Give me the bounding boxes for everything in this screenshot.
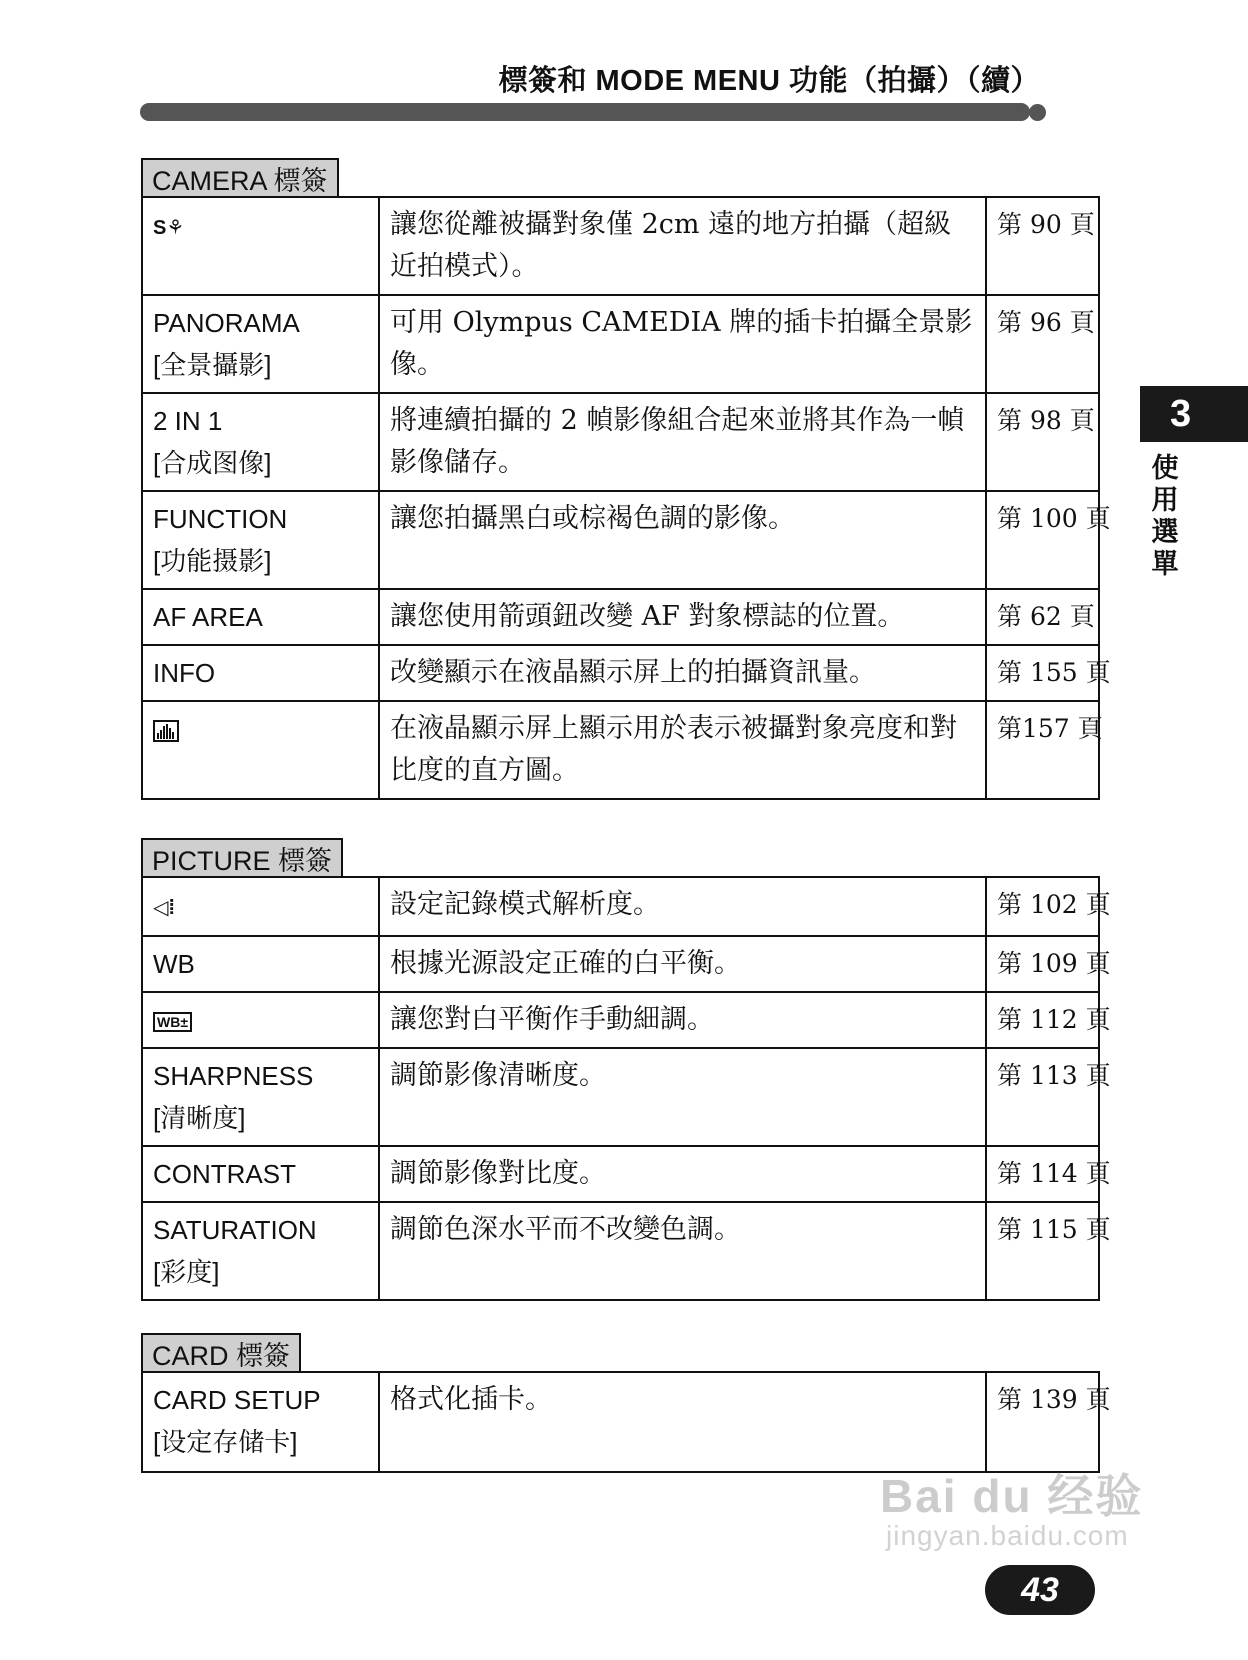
row-label: INFO [142,645,379,701]
table-row [142,1048,1099,1146]
header-dot-3 [1029,104,1046,121]
row-page-ref: 第 96 頁 [986,295,1099,393]
wb-adjust-icon: WB± [153,1012,192,1032]
camera-table [141,196,1111,800]
row-sublabel: [彩度] [153,1257,220,1287]
chapter-tab: 3 [1140,386,1248,442]
table-row [142,491,1099,589]
row-description: 將連續拍攝的 2 幀影像組合起來並將其作為一幀影像儲存。 [379,393,986,491]
row-description: 可用 Olympus CAMEDIA 牌的插卡拍攝全景影像。 [379,295,986,393]
row-sublabel: [全景攝影] [153,350,272,380]
super-macro-icon: S⚘ [153,217,185,239]
row-label: FUNCTION [153,504,288,534]
row-description: 根據光源設定正確的白平衡。 [379,936,986,992]
camera-tab-label: CAMERA 標簽 [141,158,339,196]
table-row [142,1372,1099,1472]
row-page-ref: 第 98 頁 [986,393,1099,491]
row-label: 2 IN 1 [153,406,223,436]
page-header-title: 標簽和 MODE MENU 功能（拍攝）（續） [498,65,1040,97]
camera-section [141,158,1111,800]
header-dot-1 [985,104,1002,121]
row-label: CARD SETUP [153,1385,321,1415]
row-page-ref: 第 115 頁 [986,1202,1099,1300]
row-page-ref: 第 102 頁 [986,877,1099,936]
row-label: CONTRAST [142,1146,379,1202]
table-row [142,1202,1099,1300]
row-description: 改變顯示在液晶顯示屏上的拍攝資訊量。 [379,645,986,701]
row-description: 讓您拍攝黑白或棕褐色調的影像。 [379,491,986,589]
row-label: SATURATION [153,1215,317,1245]
row-page-ref: 第 155 頁 [986,645,1099,701]
baidu-watermark [880,1460,1180,1570]
row-page-ref: 第 109 頁 [986,936,1099,992]
card-tab-label: CARD 標簽 [141,1333,301,1371]
page-number: 43 [985,1565,1095,1615]
row-label: SHARPNESS [153,1061,314,1091]
chapter-label [1147,452,1183,580]
table-row [142,1146,1099,1202]
table-row [142,645,1099,701]
chapter-label-char: 選 [1151,517,1179,547]
card-table [141,1371,1111,1473]
row-description: 讓您從離被攝對象僅 2cm 遠的地方拍攝（超級近拍模式）。 [379,197,986,295]
row-description: 格式化插卡。 [379,1372,986,1472]
header-rule [140,103,1030,121]
picture-section [141,838,1111,1301]
row-page-ref: 第 90 頁 [986,197,1099,295]
row-description: 讓您使用箭頭鈕改變 AF 對象標誌的位置。 [379,589,986,645]
record-mode-icon: ◁⁞ [153,897,176,919]
picture-tab-label: PICTURE 標簽 [141,838,343,876]
table-row [142,992,1099,1048]
row-label: AF AREA [142,589,379,645]
chapter-label-char: 使 [1151,453,1179,483]
header-dot-2 [1007,104,1024,121]
chapter-label-char: 單 [1151,549,1179,579]
row-page-ref: 第 139 頁 [986,1372,1099,1472]
row-description: 調節色深水平而不改變色調。 [379,1202,986,1300]
row-label: PANORAMA [153,308,300,338]
row-page-ref: 第157 頁 [986,701,1099,799]
row-description: 讓您對白平衡作手動細調。 [379,992,986,1048]
table-row [142,877,1099,936]
table-row [142,936,1099,992]
row-description: 在液晶顯示屏上顯示用於表示被攝對象亮度和對比度的直方圖。 [379,701,986,799]
row-description: 設定記錄模式解析度。 [379,877,986,936]
row-sublabel: [功能摄影] [153,546,272,576]
row-sublabel: [清晰度] [153,1103,246,1133]
watermark-logo-text: Bai du 经验 [880,1470,1144,1522]
watermark-url: jingyan.baidu.com [886,1520,1129,1551]
histogram-icon [153,720,179,742]
table-row [142,197,1099,295]
row-label: WB [142,936,379,992]
row-description: 調節影像對比度。 [379,1146,986,1202]
table-row [142,295,1099,393]
row-page-ref: 第 112 頁 [986,992,1099,1048]
row-description: 調節影像清晰度。 [379,1048,986,1146]
card-section [141,1333,1111,1473]
picture-table [141,876,1111,1301]
chapter-label-char: 用 [1151,485,1179,515]
row-sublabel: [设定存储卡] [153,1427,298,1457]
table-row [142,701,1099,799]
table-row [142,393,1099,491]
row-page-ref: 第 100 頁 [986,491,1099,589]
table-row [142,589,1099,645]
row-sublabel: [合成图像] [153,448,272,478]
row-page-ref: 第 113 頁 [986,1048,1099,1146]
row-page-ref: 第 114 頁 [986,1146,1099,1202]
row-page-ref: 第 62 頁 [986,589,1099,645]
